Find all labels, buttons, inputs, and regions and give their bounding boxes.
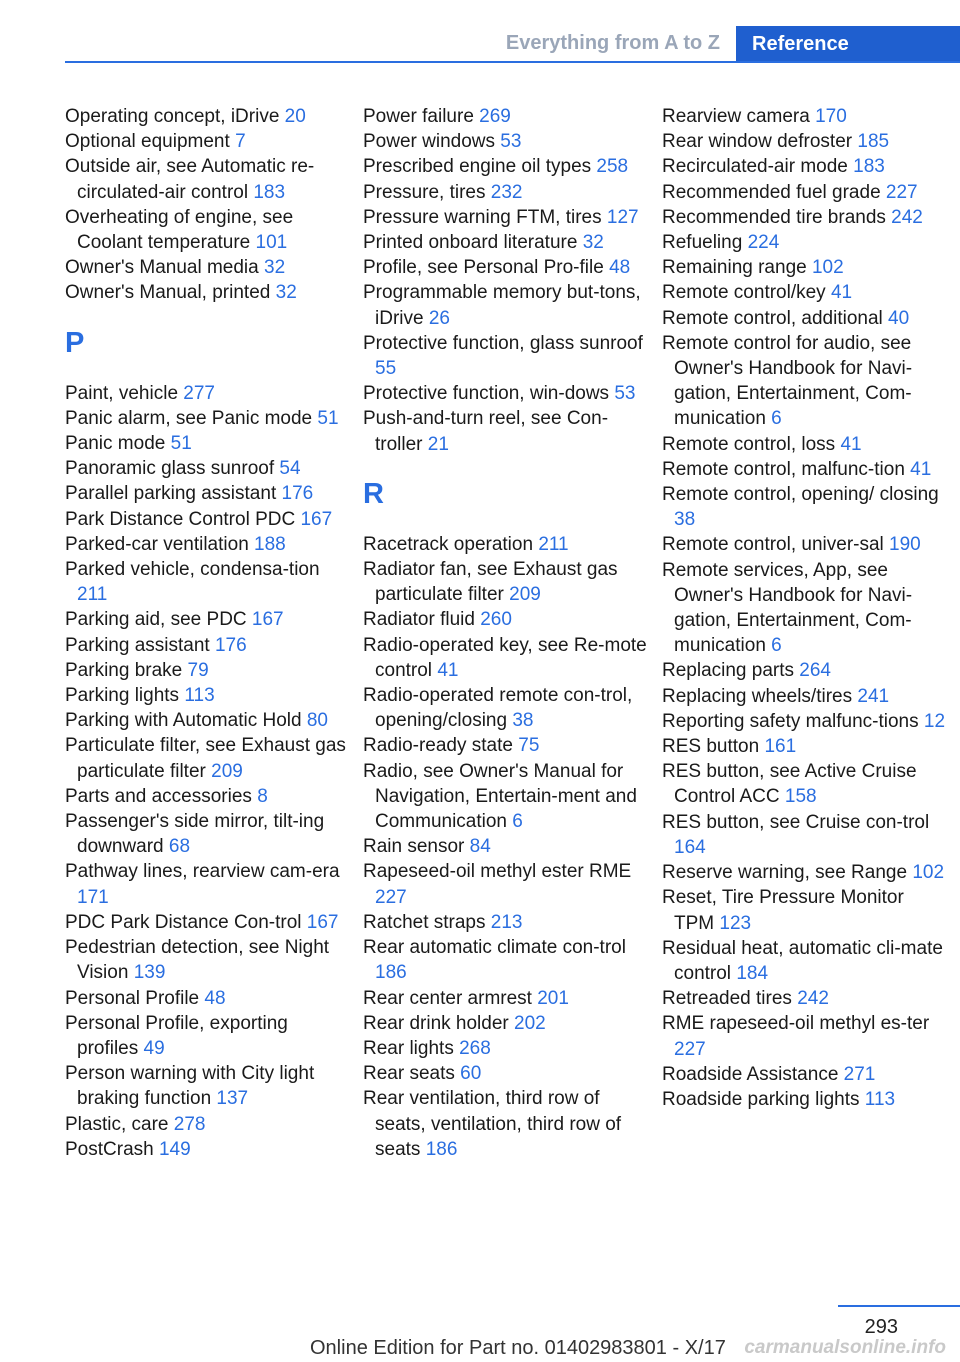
footer-rule	[838, 1305, 960, 1307]
index-page-link[interactable]: 21	[427, 433, 449, 455]
index-entry	[662, 986, 948, 1011]
index-page-link[interactable]: 188	[254, 533, 286, 555]
edition-text: Online Edition for Part no. 01402983801 - X/17	[310, 1337, 726, 1359]
index-entry-term: Remote control/key	[662, 282, 831, 304]
index-entry	[65, 456, 351, 481]
index-entry-term: Rain sensor	[363, 836, 470, 858]
index-entry	[363, 935, 649, 985]
index-entry-term: Overheating of engine, see Coolant temperature	[65, 206, 294, 254]
index-entry	[363, 1011, 649, 1036]
index-page-link[interactable]: 201	[537, 987, 569, 1009]
index-page-link[interactable]: 41	[437, 659, 459, 681]
index-entry	[65, 683, 351, 708]
index-entry	[662, 860, 948, 885]
index-entry-term: Paint, vehicle	[65, 382, 184, 404]
index-entry	[662, 810, 948, 860]
index-entry	[65, 607, 351, 632]
index-page-link[interactable]: 185	[857, 131, 890, 153]
index-entry	[363, 532, 649, 557]
index-entry	[363, 557, 649, 607]
index-entry	[662, 885, 948, 935]
index-page-link[interactable]: 84	[469, 836, 491, 858]
index-page-link[interactable]: 213	[490, 911, 523, 933]
index-page-link[interactable]: 171	[77, 886, 109, 908]
index-entry-term: Protective function, glass sunroof	[363, 332, 643, 354]
index-entry	[363, 834, 649, 859]
index-entry	[65, 431, 351, 456]
index-page-link[interactable]: 211	[538, 533, 569, 555]
index-page-link[interactable]: 241	[857, 685, 890, 707]
index-page-link[interactable]: 278	[173, 1113, 206, 1135]
index-entry	[65, 280, 351, 305]
index-entry	[363, 986, 649, 1011]
index-entry	[363, 607, 649, 632]
index-page-link[interactable]: 232	[490, 181, 523, 203]
index-page-link[interactable]: 167	[300, 508, 333, 530]
index-page-link[interactable]: 277	[183, 382, 215, 404]
index-entry-term: RES button	[662, 736, 765, 758]
index-entry	[65, 255, 351, 280]
index-entry-term: Reset, Tire Pressure Monitor TPM	[662, 887, 904, 934]
index-entry	[65, 1112, 351, 1137]
index-page-link[interactable]: 79	[187, 659, 209, 681]
index-page-link[interactable]: 41	[910, 458, 932, 480]
index-entry-term: Ratchet straps	[363, 911, 491, 933]
index-column-3	[662, 104, 948, 1112]
index-page-link[interactable]: 32	[582, 232, 604, 254]
index-page-link[interactable]: 6	[512, 811, 523, 833]
index-entry-term: Radiator fluid	[363, 609, 481, 631]
index-entry-term: Rear drink holder	[363, 1012, 515, 1034]
index-page-link[interactable]: 38	[512, 710, 534, 732]
index-page-link[interactable]: 211	[77, 584, 108, 606]
index-entry-term: Operating concept, iDrive	[65, 106, 285, 127]
index-page-link[interactable]: 80	[306, 710, 328, 732]
index-page-link[interactable]: 242	[891, 206, 923, 228]
index-entry-term: Particulate filter, see Exhaust gas particulate filter	[65, 735, 346, 782]
index-entry-term: Parking with Automatic Hold	[65, 710, 307, 732]
index-entry-term: Residual heat, automatic cli-mate control	[662, 937, 943, 984]
index-entry-term: Parked-car ventilation	[65, 533, 255, 555]
index-entry	[65, 129, 351, 154]
index-entry-term: Panic alarm, see Panic mode	[65, 407, 318, 429]
index-page-link[interactable]: 271	[843, 1063, 876, 1085]
index-page-link[interactable]: 227	[885, 181, 918, 203]
index-entry	[65, 507, 351, 532]
index-entry-term: Parallel parking assistant	[65, 483, 282, 505]
index-entry-term: Rapeseed-oil methyl ester RME	[363, 861, 632, 883]
index-entry-term: Rear lights	[363, 1037, 460, 1059]
index-letter-heading: P	[65, 326, 85, 359]
index-page-link[interactable]: 209	[509, 584, 541, 606]
index-letter-heading: R	[363, 477, 384, 510]
index-entry-term: Printed onboard literature	[363, 232, 583, 254]
index-entry-term: Parked vehicle, condensa-tion	[65, 559, 320, 581]
index-entry-term: Pedestrian detection, see Night Vision	[65, 937, 330, 984]
index-entry-term: Profile, see Personal Pro-file	[363, 257, 610, 279]
index-entry	[65, 859, 351, 909]
index-page-link[interactable]: 20	[284, 106, 306, 127]
index-page-link[interactable]: 48	[204, 987, 226, 1009]
index-entry	[363, 759, 649, 835]
index-entry-term: Radio-ready state	[363, 735, 519, 757]
index-entry-term: Rear seats	[363, 1063, 461, 1085]
index-entry-term: Programmable memory but-tons, iDrive	[363, 282, 641, 329]
index-page-link[interactable]: 26	[428, 307, 450, 329]
index-page-link[interactable]: 202	[514, 1012, 546, 1034]
index-page-link[interactable]: 186	[375, 962, 407, 984]
index-page-link[interactable]: 186	[425, 1138, 458, 1160]
index-entry	[65, 708, 351, 733]
index-page-link[interactable]: 38	[674, 509, 696, 531]
index-entry	[662, 154, 948, 179]
index-entry	[662, 532, 948, 557]
index-entry	[662, 684, 948, 709]
index-entry	[363, 230, 649, 255]
index-page-link[interactable]: 184	[736, 962, 769, 984]
index-entry-term: Rearview camera	[662, 106, 816, 127]
index-entry	[65, 381, 351, 406]
index-entry-term: Power windows	[363, 131, 501, 153]
index-entry	[363, 1086, 649, 1162]
index-entry	[662, 558, 948, 659]
index-entry	[662, 306, 948, 331]
index-entry	[363, 381, 649, 406]
index-entry-term: Rear center armrest	[363, 987, 538, 1009]
index-entry-term: RME rapeseed-oil methyl es-ter	[662, 1013, 930, 1035]
index-entry-term: Push-and-turn reel, see Con-troller	[363, 408, 609, 455]
index-entry-term: Remote control, malfunc-tion	[662, 458, 911, 480]
index-entry	[662, 709, 948, 734]
index-entry	[662, 759, 948, 809]
index-page-link[interactable]: 176	[281, 483, 314, 505]
index-entry	[662, 734, 948, 759]
index-entry-term: Optional equipment	[65, 131, 236, 153]
index-entry	[363, 331, 649, 381]
index-entry-term: Remote control, univer-sal	[662, 534, 890, 556]
index-entry	[662, 205, 948, 230]
index-page-link[interactable]: 41	[830, 282, 853, 304]
index-entry	[65, 154, 351, 204]
index-entry-term: Owner's Manual media	[65, 257, 264, 279]
index-entry-term: Personal Profile, exporting profiles	[65, 1012, 288, 1059]
index-entry-term: Remote control, loss	[662, 433, 841, 455]
index-entry	[65, 733, 351, 783]
index-entry-term: Radio, see Owner's Manual for Navigation, Entertain-ment and Communication	[363, 760, 637, 833]
index-page-link[interactable]: 269	[479, 106, 511, 127]
index-entry-term: Parking aid, see PDC	[65, 609, 252, 631]
index-entry	[65, 1011, 351, 1061]
index-entry	[662, 280, 948, 305]
index-entry-term: Racetrack operation	[363, 533, 539, 555]
index-entry	[65, 1061, 351, 1111]
index-entry-term: Reporting safety malfunc-tions	[662, 710, 924, 732]
index-entry	[662, 1087, 948, 1112]
index-column-1	[65, 104, 351, 1162]
index-entry-term: Replacing parts	[662, 660, 800, 682]
index-page-link[interactable]: 8	[257, 785, 268, 807]
index-entry-term: Outside air, see Automatic re-circulated-air control	[65, 156, 315, 203]
index-page-link[interactable]: 137	[216, 1088, 249, 1110]
index-entry	[65, 104, 351, 129]
index-page-link[interactable]: 102	[912, 862, 945, 884]
index-entry-term: Rear window defroster	[662, 131, 858, 153]
index-page-link[interactable]: 7	[235, 131, 246, 153]
index-entry	[65, 910, 351, 935]
index-entry	[662, 658, 948, 683]
index-entry	[65, 557, 351, 607]
index-entry-term: Prescribed engine oil types	[363, 156, 597, 178]
header-rule	[65, 61, 960, 63]
index-page-link[interactable]: 258	[596, 156, 629, 178]
index-page-link[interactable]: 40	[888, 307, 910, 329]
index-entry	[662, 104, 948, 129]
index-entry-term: Pressure, tires	[363, 181, 491, 203]
index-entry-term: Recommended fuel grade	[662, 181, 886, 203]
watermark: carmanualsonline.info	[744, 1337, 946, 1358]
index-entry	[363, 1061, 649, 1086]
index-entry	[65, 986, 351, 1011]
index-page-link[interactable]: 101	[255, 232, 288, 254]
index-page-link[interactable]: 227	[375, 886, 407, 908]
index-entry	[65, 633, 351, 658]
index-entry	[363, 205, 649, 230]
index-entry-term: Parking assistant	[65, 634, 215, 656]
index-entry	[662, 331, 948, 432]
index-entry-term: Pathway lines, rearview cam-era	[65, 861, 340, 883]
index-entry-term: Radio-operated key, see Re-mote control	[363, 634, 647, 681]
index-entry	[65, 532, 351, 557]
index-entry	[662, 936, 948, 986]
index-entry	[363, 180, 649, 205]
index-page-link[interactable]: 264	[799, 660, 831, 682]
index-entry-term: Parts and accessories	[65, 785, 258, 807]
index-column-2	[363, 104, 649, 1162]
index-page-link[interactable]: 12	[923, 710, 946, 732]
index-entry	[662, 482, 948, 532]
index-entry-term: Radio-operated remote con-trol, opening/closing	[363, 685, 633, 732]
index-page-link[interactable]: 51	[170, 433, 192, 455]
index-entry-term: Rear ventilation, third row of seats, ventilation, third row of seats	[363, 1088, 622, 1160]
index-page-link[interactable]: 53	[614, 383, 636, 405]
index-page-link[interactable]: 183	[253, 181, 286, 203]
index-entry	[662, 457, 948, 482]
index-entry-term: Refueling	[662, 232, 748, 254]
index-page-link[interactable]: 6	[771, 408, 782, 430]
index-entry	[662, 432, 948, 457]
index-page-link[interactable]: 176	[214, 634, 247, 656]
index-entry-term: Retreaded tires	[662, 988, 798, 1010]
index-page-link[interactable]: 139	[133, 962, 166, 984]
index-entry	[65, 481, 351, 506]
index-entry-term: RES button, see Cruise con-trol	[662, 811, 930, 833]
index-entry	[363, 154, 649, 179]
index-page-link[interactable]: 190	[889, 534, 921, 556]
index-entry	[363, 129, 649, 154]
index-entry-term: Recommended tire brands	[662, 206, 892, 228]
index-entry	[363, 406, 649, 456]
index-page-link[interactable]: 54	[279, 458, 301, 480]
index-page-link[interactable]: 183	[853, 156, 885, 178]
index-entry	[65, 809, 351, 859]
index-entry-term: Roadside parking lights	[662, 1088, 865, 1110]
index-page-link[interactable]: 149	[158, 1138, 191, 1160]
index-entry-term: Power failure	[363, 106, 480, 127]
index-page-link[interactable]: 113	[864, 1088, 896, 1110]
index-page-link[interactable]: 55	[375, 358, 397, 380]
index-entry-term: Remote control for audio, see Owner's Handbook for Navi-gation, Entertainment, Com-munication	[662, 332, 913, 430]
index-page-link[interactable]: 102	[811, 257, 844, 279]
index-entry-term: PDC Park Distance Con-trol	[65, 911, 307, 933]
index-page-link[interactable]: 242	[797, 988, 829, 1010]
index-entry	[363, 255, 649, 280]
index-entry-term: Remote services, App, see Owner's Handbook for Navi-gation, Entertainment, Com-munication	[662, 559, 913, 657]
index-entry-term: Recirculated-air mode	[662, 156, 854, 178]
index-page-link[interactable]: 227	[674, 1038, 706, 1060]
index-entry-term: Remote control, additional	[662, 307, 889, 329]
index-entry	[662, 1062, 948, 1087]
index-entry	[65, 658, 351, 683]
index-entry-term: Replacing wheels/tires	[662, 685, 858, 707]
index-entry	[363, 1036, 649, 1061]
index-entry	[363, 859, 649, 909]
index-page-link[interactable]: 123	[719, 912, 752, 934]
index-page-link[interactable]: 6	[771, 635, 782, 657]
index-page-link[interactable]: 32	[275, 282, 297, 304]
index-page-link[interactable]: 161	[764, 736, 797, 758]
index-entry	[65, 406, 351, 431]
index-page-link[interactable]: 48	[609, 257, 631, 279]
index-entry	[65, 205, 351, 255]
index-entry-term: Personal Profile	[65, 987, 205, 1009]
index-entry	[65, 1137, 351, 1162]
index-entry-term: Roadside Assistance	[662, 1063, 844, 1085]
index-page-link[interactable]: 209	[211, 760, 243, 782]
index-entry-term: Radiator fan, see Exhaust gas particulate filter	[363, 559, 618, 606]
index-page-link[interactable]: 158	[784, 786, 817, 808]
index-page-link[interactable]: 167	[306, 911, 339, 933]
index-entry-term: Remaining range	[662, 257, 812, 279]
index-page-link[interactable]: 41	[840, 433, 862, 455]
index-page-link[interactable]: 32	[264, 257, 286, 279]
index-page-link[interactable]: 113	[184, 685, 215, 707]
index-entry-term: Protective function, win-dows	[363, 383, 615, 405]
page-number: 293	[864, 1316, 898, 1338]
index-entry-term: Reserve warning, see Range	[662, 862, 913, 884]
header-section-title: Everything from A to Z	[505, 32, 720, 54]
index-entry	[662, 180, 948, 205]
index-entry	[662, 255, 948, 280]
index-page-link[interactable]: 167	[251, 609, 284, 631]
index-entry-term: Rear automatic climate con-trol	[363, 937, 626, 959]
index-page-link[interactable]: 68	[168, 836, 191, 858]
index-entry-term: Passenger's side mirror, tilt-ing downward	[65, 811, 325, 858]
index-entry-term: Panic mode	[65, 433, 171, 455]
index-entry	[363, 280, 649, 330]
index-entry	[363, 733, 649, 758]
index-page-link[interactable]: 170	[815, 106, 847, 127]
index-entry-term: Park Distance Control PDC	[65, 508, 301, 530]
index-page-link[interactable]: 127	[606, 206, 639, 228]
index-entry-term: Pressure warning FTM, tires	[363, 206, 607, 228]
index-entry-term: Person warning with City light braking function	[65, 1063, 315, 1110]
index-page-link[interactable]: 49	[143, 1037, 165, 1059]
index-entry-term: Plastic, care	[65, 1113, 174, 1135]
index-entry	[662, 1011, 948, 1061]
index-page-link[interactable]: 51	[317, 407, 339, 429]
index-entry	[363, 910, 649, 935]
index-entry-term: Remote control, opening/ closing	[662, 484, 939, 506]
index-entry	[363, 683, 649, 733]
index-entry	[363, 104, 649, 129]
index-entry	[662, 129, 948, 154]
index-entry-term: PostCrash	[65, 1138, 159, 1160]
index-entry-term: RES button, see Active Cruise Control ACC	[662, 761, 917, 808]
index-page-link[interactable]: 164	[674, 836, 706, 858]
index-entry	[363, 633, 649, 683]
header-reference-tab: Reference	[736, 26, 960, 62]
index-page-link[interactable]: 260	[480, 609, 512, 631]
index-entry	[65, 784, 351, 809]
index-entry-term: Owner's Manual, printed	[65, 282, 276, 304]
index-entry	[662, 230, 948, 255]
index-entry-term: Panoramic glass sunroof	[65, 458, 280, 480]
index-page-link[interactable]: 224	[747, 232, 780, 254]
index-entry-term: Parking brake	[65, 659, 188, 681]
index-entry	[65, 935, 351, 985]
index-page-link[interactable]: 53	[500, 131, 522, 153]
index-entry-term: Parking lights	[65, 685, 185, 707]
index-page-link[interactable]: 268	[459, 1037, 491, 1059]
index-page-link[interactable]: 60	[460, 1063, 482, 1085]
index-page-link[interactable]: 75	[518, 735, 540, 757]
